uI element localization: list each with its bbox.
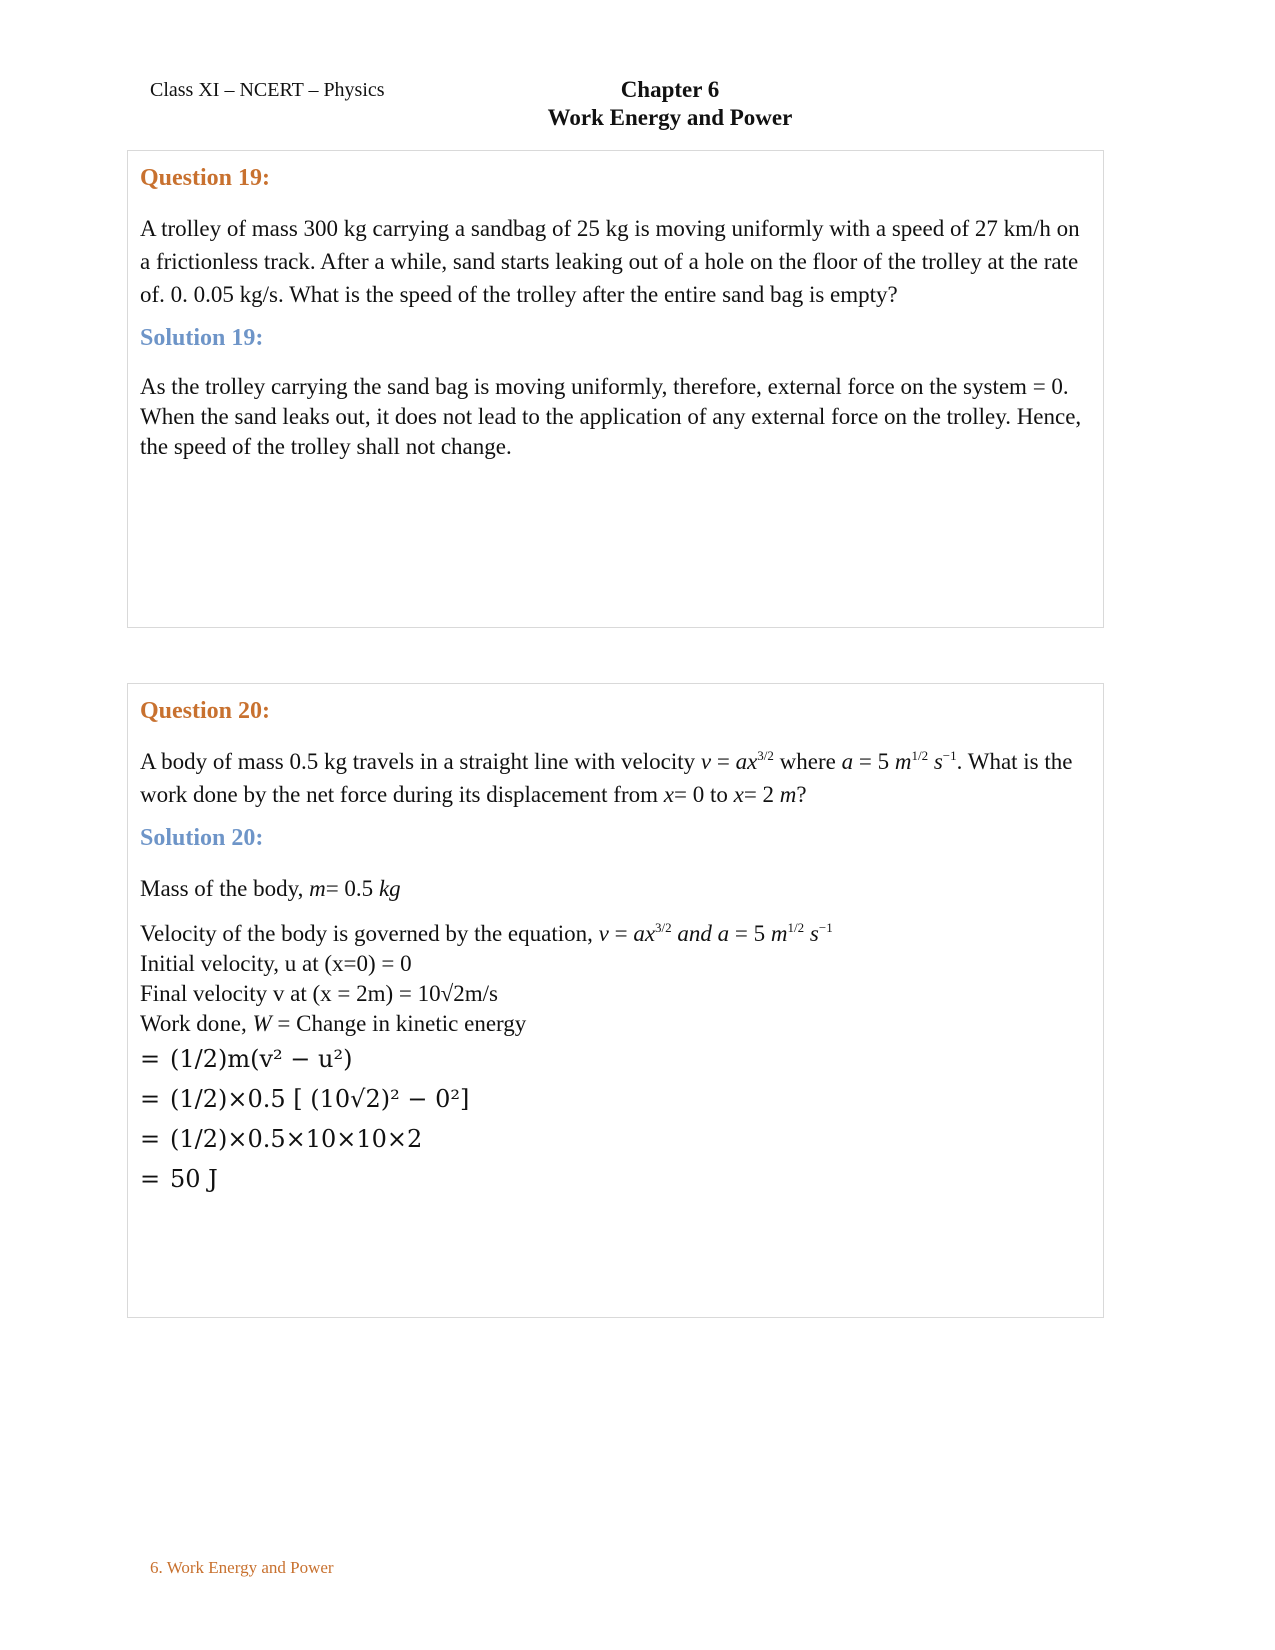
- solution-20-heading: Solution 20:: [140, 825, 264, 851]
- solution-19-line-2: When the sand leaks out, it does not lead to the application of any external force on the trolley. Hence, the speed of the trolley shall not change.: [140, 404, 1082, 459]
- question-20-text-to: to: [709, 782, 728, 807]
- work-step-2-value: (1/2)×0.5 [ (10√2)² − 0²]: [170, 1085, 470, 1113]
- work-step-3: = (1/2)×0.5×10×10×2: [140, 1125, 423, 1153]
- velocity-label: Velocity of the body is governed by the equation,: [140, 921, 593, 946]
- question-20-text-c: What is the work done by the net force during its displacement from: [140, 749, 1073, 807]
- question-20-text-a: A body of mass 0.5 kg travels in a straight line with velocity: [140, 749, 696, 774]
- mass-label: Mass of the body,: [140, 876, 304, 901]
- solution-20-initial-velocity: Initial velocity, u at (x=0) = 0: [140, 951, 412, 976]
- work-rest: = Change in kinetic energy: [277, 1011, 527, 1036]
- header-class-label: Class XI – NCERT – Physics: [150, 79, 385, 101]
- work-step-4: = 50 J: [140, 1165, 218, 1193]
- question-19-heading: Question 19:: [140, 165, 271, 191]
- and-word: and: [677, 921, 712, 946]
- chapter-title: Work Energy and Power: [547, 105, 793, 130]
- solution-20-velocity-eq: Velocity of the body is governed by the equation, $v = ax^{3/2}$ and a = 5 $m^{1/2}$ $s^{-1}$: [140, 920, 833, 946]
- question-20-heading: Question 20:: [140, 698, 271, 724]
- chapter-heading: [530, 76, 810, 132]
- work-step-4-value: 50 J: [170, 1165, 218, 1193]
- solution-20-work-done: Work done, W = Change in kinetic energy: [140, 1011, 527, 1036]
- question-20-box: [127, 683, 1104, 1318]
- chapter-number: Chapter 6: [620, 77, 720, 102]
- work-step-2: = (1/2)×0.5 [ (10√2)² − 0²]: [140, 1085, 470, 1113]
- question-20-text: A body of mass 0.5 kg travels in a straight line with velocity $v = ax^{3/2}$ where a = 5 $m^{1/2}$ $s^{-1}$. What is the work done by the net force during its displacement from x= 0 to x= 2 m?: [140, 748, 1073, 807]
- solution-20-final-velocity: Final velocity v at (x = 2m) = 10√2m/s: [140, 981, 498, 1006]
- solution-19-heading: Solution 19:: [140, 325, 264, 351]
- question-19-text: A trolley of mass 300 kg carrying a sandbag of 25 kg is moving uniformly with a speed of 27 km/h on a frictionless track. After a while, sand starts leaking out of a hole on the floor of the trolley at the rate of. 0. 0.05 kg/s. What is the speed of the trolley after the entire sand bag is empty?: [140, 216, 1080, 307]
- work-step-1-value: (1/2)m(v² − u²): [170, 1045, 353, 1073]
- page-footer: 6. Work Energy and Power: [150, 1558, 334, 1577]
- work-step-3-value: (1/2)×0.5×10×10×2: [170, 1125, 423, 1153]
- question-20-text-b: where: [779, 749, 836, 774]
- work-step-1: = (1/2)m(v² − u²): [140, 1045, 353, 1073]
- solution-20-mass: Mass of the body, m= 0.5 kg: [140, 876, 401, 901]
- work-label: Work done,: [140, 1011, 247, 1036]
- question-19-box: [127, 150, 1104, 628]
- solution-19-line-1: As the trolley carrying the sand bag is moving uniformly, therefore, external force on the system = 0.: [140, 374, 1069, 399]
